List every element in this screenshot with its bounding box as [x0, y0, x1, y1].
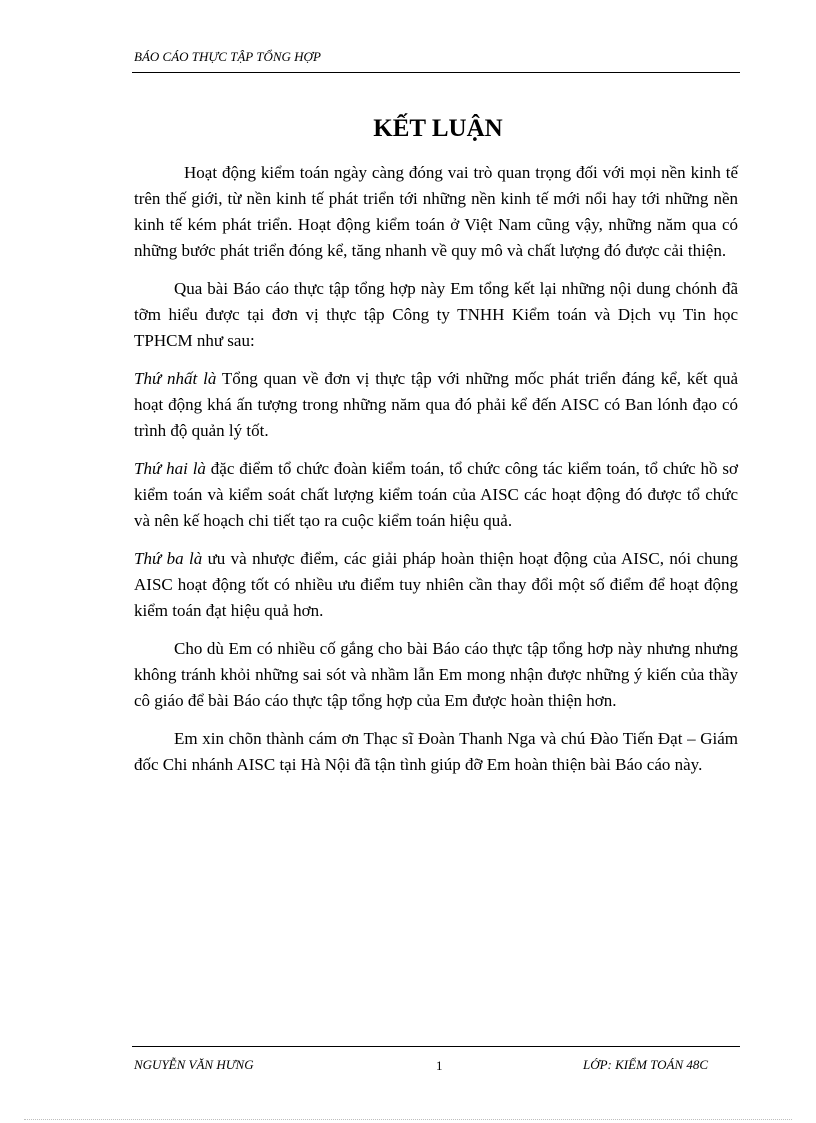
- footer-divider: [132, 1046, 740, 1047]
- paragraph-summary: Qua bài Báo cáo thực tập tổng hợp này Em tổng kết lại những nội dung chónh đã tỡm hiểu được tại đơn vị thực tập Công ty TNHH Kiểm toán và Dịch vụ Tin học TPHCM như sau:: [134, 279, 738, 350]
- page-edge-divider: [24, 1119, 792, 1120]
- header-divider: [132, 72, 740, 73]
- paragraph-third-point: [134, 546, 738, 624]
- document-body: [134, 160, 738, 790]
- paragraph-second-point: [134, 456, 738, 534]
- second-point-text: đặc điểm tổ chức đoàn kiểm toán, tổ chức công tác kiểm toán, tổ chức hồ sơ kiểm toán và kiểm soát chất lượng kiểm toán của AISC các hoạt động đó được tổ chức và nên kế hoạch chi tiết tạo ra cuộc kiểm toán hiệu quả.: [134, 459, 738, 530]
- footer-page-number: 1: [436, 1058, 443, 1073]
- footer-author: NGUYỄN VĂN HƯNG: [134, 1057, 254, 1072]
- first-point-text: Tổng quan về đơn vị thực tập với những mốc phát triển đáng kể, kết quả hoạt động khá ấn tượng trong những năm qua đó phải kể đến AISC có Ban lónh đạo có trình độ quản lý tốt.: [134, 369, 738, 440]
- first-point-lead: Thứ nhất là: [134, 369, 217, 388]
- second-point-lead: Thứ hai là: [134, 459, 206, 478]
- running-header: BÁO CÁO THỰC TẬP TỔNG HỢP: [134, 49, 321, 64]
- third-point-text: ưu và nhược điểm, các giải pháp hoàn thiện hoạt động của AISC, nói chung AISC hoạt động tốt có nhiều ưu điểm tuy nhiên cần thay đổi một số điểm để hoạt động kiểm toán đạt hiệu quả hơn.: [134, 549, 739, 620]
- paragraph-apology: Cho dù Em có nhiều cố gắng cho bài Báo cáo thực tập tổng hơp này nhưng nhưng không tránh khỏi những sai sót và nhầm lẫn Em mong nhận được những ý kiến của thầy cô giáo để bài Báo cáo thực tập tổng hợp của Em được hoàn thiện hơn.: [134, 639, 738, 710]
- paragraph-first-point: [134, 366, 738, 444]
- paragraph-intro: Hoạt động kiểm toán ngày càng đóng vai trò quan trọng đối với mọi nền kinh tế trên thế giới, từ nền kinh tế phát triển tới những nền kinh tế mới nổi hay tới những nền kinh tế kém phát triển. Hoạt động kiểm toán ở Việt Nam cũng vậy, những năm qua có những bước phát triển đóng kể, tăng nhanh về quy mô và chất lượng đó được cải thiện.: [134, 163, 738, 260]
- third-point-lead: Thứ ba là: [134, 549, 203, 568]
- page-title: KẾT LUẬN: [373, 115, 503, 142]
- footer-class: LỚP: KIỂM TOÁN 48C: [583, 1057, 709, 1072]
- paragraph-thanks: Em xin chõn thành cám ơn Thạc sĩ Đoàn Thanh Nga và chú Đào Tiến Đạt – Giám đốc Chi nhánh AISC tại Hà Nội đã tận tình giúp đỡ Em hoàn thiện bài Báo cáo này.: [134, 729, 738, 774]
